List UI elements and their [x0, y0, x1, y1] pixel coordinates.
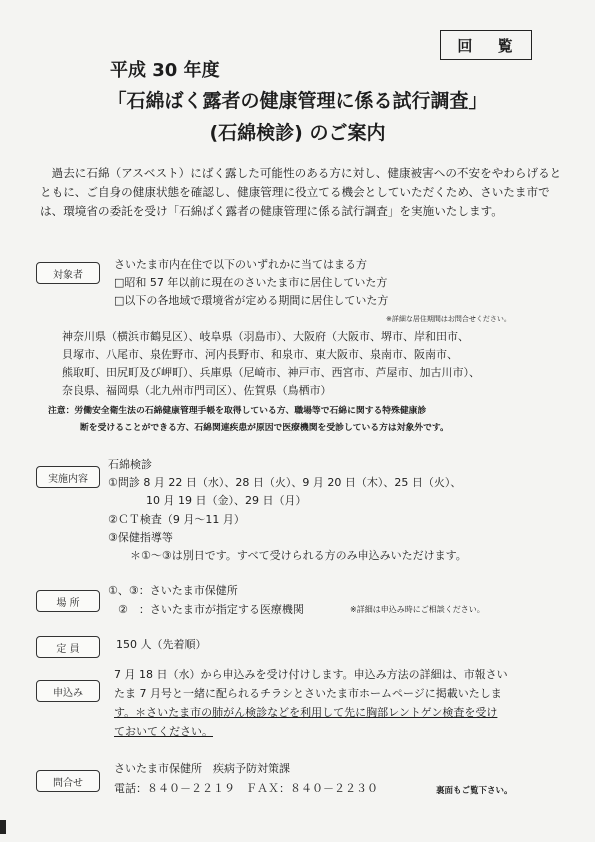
contact-line1: さいたま市保健所 疾病予防対策課 — [114, 762, 290, 775]
content-line4: ②ＣＴ検査（9 月～11 月） — [108, 513, 245, 526]
content-line5: ③保健指導等 — [108, 531, 173, 544]
place-label: 場 所 — [36, 590, 100, 612]
contact-back-note: 裏面もご覧下さい。 — [436, 786, 513, 796]
capacity-value: 150 人（先着順） — [116, 638, 207, 651]
content-line2: ①問診 8 月 22 日（水）、28 日（火）、9 月 20 日（木）、25 日（火）、 — [108, 476, 462, 489]
place-line2: ② ：さいたま市が指定する医療機関 — [118, 603, 304, 616]
title-main: 「石綿ばく露者の健康管理に係る試行調査」 — [107, 90, 488, 112]
title-sub: (石綿検診) のご案内 — [209, 122, 386, 144]
target-areas2: 貝塚市、八尾市、泉佐野市、河内長野市、和泉市、東大阪市、泉南市、阪南市、 — [62, 348, 458, 361]
target-cond1: □昭和 57 年以前に現在のさいたま市に居住していた方 — [114, 276, 388, 289]
contact-line2: 電話：８４０－２２１９ ＦＡＸ：８４０－２２３０ — [114, 782, 378, 795]
content-line1: 石綿検診 — [108, 458, 152, 471]
edge-mark — [0, 820, 6, 834]
target-line1: さいたま市内在住で以下のいずれかに当てはまる方 — [114, 258, 367, 271]
target-label: 対象者 — [36, 262, 100, 284]
target-areas3: 熊取町、田尻町及び岬町）、兵庫県（尼崎市、神戸市、西宮市、芦屋市、加古川市）、 — [62, 366, 480, 379]
intro-paragraph: 過去に石綿（アスベスト）にばく露した可能性のある方に対し、健康被害への不安をやわらげるとともに、ご自身の健康状態を確認し、健康管理に役立てる機会としていただくため、さいたま市では、環境省の委託を受け「石綿ばく露者の健康管理に係る試行調査」を実施いたします。 — [40, 166, 562, 218]
apply-line1: 7 月 18 日（水）から申込みを受け付けします。申込み方法の詳細は、市報さい — [114, 668, 508, 681]
capacity-label: 定 員 — [36, 636, 100, 658]
content-label: 実施内容 — [36, 466, 100, 488]
title-year: 平成 30 年度 — [110, 60, 220, 81]
contact-label: 問合せ — [36, 770, 100, 792]
apply-label: 申込み — [36, 680, 100, 702]
content-line6: ＊①～③は別日です。すべて受けられる方のみ申込みいただけます。 — [130, 549, 467, 562]
content-line3: 10 月 19 日（金）、29 日（月） — [146, 494, 307, 507]
circulation-box: 回 覧 — [440, 30, 532, 60]
apply-line4: ておいてください。 — [114, 725, 213, 738]
apply-line2: たま 7 月号と一緒に配られるチラシとさいたま市ホームページに掲載いたしま — [114, 687, 502, 700]
target-caution2: 断を受けることができる方、石綿関連疾患が原因で医療機関を受診している方は対象外です。 — [80, 423, 449, 433]
place-note: ※詳細は申込み時にご相談ください。 — [350, 605, 485, 614]
place-line1: ①、③：さいたま市保健所 — [108, 584, 238, 597]
target-caution1: 注意：労働安全衛生法の石綿健康管理手帳を取得している方、職場等で石綿に関する特殊健康診 — [48, 406, 427, 416]
target-cond2: □以下の各地域で環境省が定める期間に居住していた方 — [114, 294, 389, 307]
target-areas1: 神奈川県（横浜市鶴見区）、岐阜県（羽島市）、大阪府（大阪市、堺市、岸和田市、 — [62, 330, 469, 343]
target-note: ※詳細な居住期間はお問合せください。 — [386, 315, 511, 323]
apply-line3: す。＊さいたま市の肺がん検診などを利用して先に胸部レントゲン検査を受け — [114, 706, 498, 719]
target-areas4: 奈良県、福岡県（北九州市門司区）、佐賀県（鳥栖市） — [62, 384, 332, 397]
